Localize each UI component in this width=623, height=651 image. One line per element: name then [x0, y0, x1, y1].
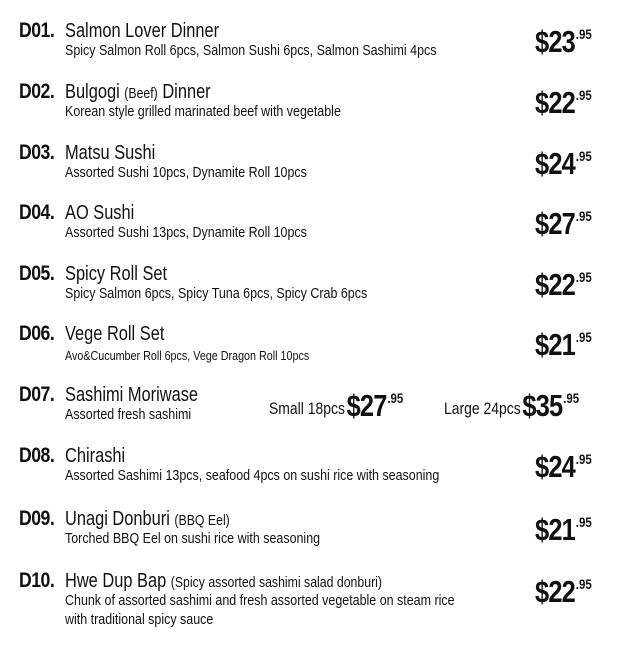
item-name-text: Unagi Donburi — [65, 508, 170, 530]
price-dollars: $24 — [535, 146, 575, 181]
item-name-text: Spicy Roll Set — [65, 263, 168, 285]
item-name — [65, 443, 125, 469]
item-name-text: Vege Roll Set — [65, 323, 165, 345]
item-description: Korean style grilled marinated beef with vegetable — [65, 104, 341, 120]
item-description: Assorted Sushi 13pcs, Dynamite Roll 10pcs — [65, 225, 307, 241]
size-label-large: Large 24pcs — [444, 399, 521, 418]
item-description — [65, 592, 455, 630]
item-name-text: AO Sushi — [65, 202, 135, 224]
item-price — [535, 206, 592, 242]
item-description: Avo&Cucumber Roll 6pcs, Vege Dragon Roll 10pcs — [65, 349, 310, 363]
size-label-small: Small 18pcs — [269, 399, 345, 418]
price-cents: .95 — [575, 514, 592, 530]
item-name — [65, 200, 134, 226]
item-code: D10. — [19, 569, 55, 592]
price-cents: .95 — [575, 576, 592, 592]
price-cents: .95 — [387, 390, 404, 406]
item-code: D09. — [19, 507, 55, 530]
item-name-text: Sashimi Moriwase — [65, 384, 199, 406]
item-price — [535, 449, 592, 485]
item-code: D01. — [19, 19, 55, 42]
price-dollars: $23 — [535, 24, 575, 59]
price-cents: .95 — [575, 329, 592, 345]
menu-item-d08 — [0, 443, 623, 503]
item-price — [535, 85, 592, 121]
description-line-1: Chunk of assorted sashimi and fresh assorted vegetable on steam rice — [65, 593, 455, 609]
price-dollars: $27 — [346, 388, 387, 423]
item-name — [65, 321, 164, 347]
price-dollars: $22 — [535, 574, 575, 609]
item-name-sub: (Beef) — [124, 85, 158, 102]
price-dollars: $35 — [522, 388, 563, 423]
menu-item-d04 — [0, 200, 623, 260]
price-cents: .95 — [575, 148, 592, 164]
item-description: Assorted Sushi 10pcs, Dynamite Roll 10pcs — [65, 165, 307, 181]
item-name-sub: (BBQ Eel) — [174, 512, 230, 529]
price-cents: .95 — [575, 269, 592, 285]
price-cents: .95 — [575, 26, 592, 42]
item-name-text: Chirashi — [65, 445, 126, 467]
item-code: D05. — [19, 262, 55, 285]
menu-item-d03 — [0, 140, 623, 200]
item-name — [65, 261, 167, 287]
menu-item-d01 — [0, 18, 623, 78]
menu-item-d02 — [0, 79, 623, 139]
item-code: D04. — [19, 201, 55, 224]
item-code: D07. — [19, 383, 55, 406]
price-dollars: $22 — [535, 85, 575, 120]
small-size-price — [269, 388, 403, 424]
item-name-tail: Dinner — [162, 81, 211, 103]
price-dollars: $24 — [535, 449, 575, 484]
item-code: D03. — [19, 141, 55, 164]
item-price — [535, 512, 592, 548]
item-code: D08. — [19, 444, 55, 467]
item-price — [535, 24, 592, 60]
item-name-sub: (Spicy assorted sashimi salad donburi) — [170, 574, 383, 591]
price-cents: .95 — [575, 208, 592, 224]
price-dollars: $21 — [535, 512, 575, 547]
item-description: Spicy Salmon 6pcs, Spicy Tuna 6pcs, Spicy Crab 6pcs — [65, 286, 368, 302]
item-price — [535, 574, 592, 610]
item-price — [535, 267, 592, 303]
item-name-text: Matsu Sushi — [65, 142, 156, 164]
item-code: D06. — [19, 322, 55, 345]
item-description: Assorted fresh sashimi — [65, 407, 192, 423]
item-description: Spicy Salmon Roll 6pcs, Salmon Sushi 6pcs, Salmon Sashimi 4pcs — [65, 43, 437, 59]
price-cents: .95 — [575, 87, 592, 103]
item-name-text: Salmon Lover Dinner — [65, 20, 220, 42]
menu-item-d10 — [0, 568, 623, 628]
item-name-text: Hwe Dup Bap — [65, 570, 167, 592]
item-name-text: Bulgogi — [65, 81, 120, 103]
price-cents: .95 — [563, 390, 580, 406]
price-dollars: $22 — [535, 267, 575, 302]
item-description: Assorted Sashimi 13pcs, seafood 4pcs on sushi rice with seasoning — [65, 468, 440, 484]
item-price — [535, 146, 592, 182]
menu-item-d05 — [0, 261, 623, 321]
menu-item-d06 — [0, 321, 623, 381]
price-cents: .95 — [575, 451, 592, 467]
item-description: Torched BBQ Eel on sushi rice with seasoning — [65, 531, 321, 547]
item-name — [65, 140, 155, 166]
item-price — [535, 327, 592, 363]
item-code: D02. — [19, 80, 55, 103]
menu-item-d09 — [0, 506, 623, 566]
price-dollars: $21 — [535, 327, 575, 362]
item-name — [65, 382, 198, 408]
price-dollars: $27 — [535, 206, 575, 241]
item-name — [65, 18, 219, 44]
large-size-price — [444, 388, 579, 424]
description-line-2: with traditional spicy sauce — [65, 612, 214, 628]
menu-item-d07 — [0, 382, 623, 442]
